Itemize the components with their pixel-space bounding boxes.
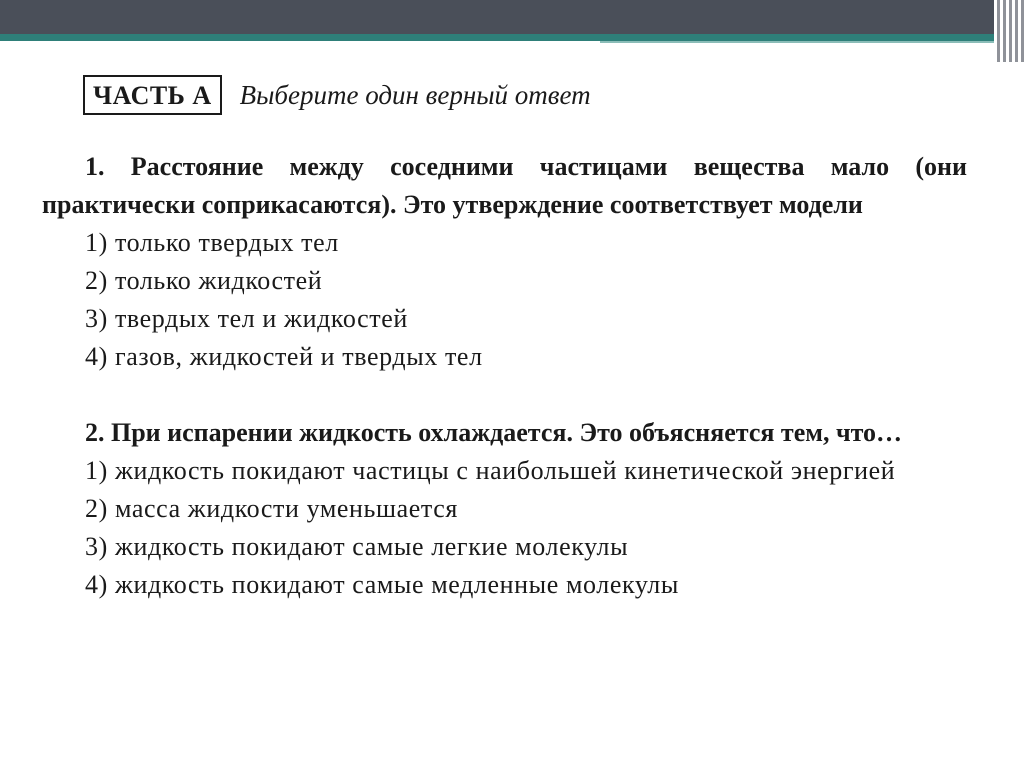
answer-option: 1) только твердых тел [85,228,339,257]
answer-option: 4) жидкость покидают самые медленные молекулы [85,570,679,599]
slide-header-accent-line [0,34,1024,41]
slide-header-accent-line-light [600,41,1024,43]
answer-option: 1) жидкость покидают частицы с наибольшей кинетической энергией [85,456,896,485]
part-label: ЧАСТЬ А [83,75,222,115]
question-1 [42,148,967,376]
slide-content [42,72,967,604]
answer-option: 2) масса жидкости уменьшается [85,494,458,523]
answer-option: 3) твердых тел и жидкостей [85,304,408,333]
question-text: 1. Расстояние между соседними частицами вещества мало (они практически соприкасаются). Это утверждение соответствует модели [42,152,967,219]
question-2 [42,414,967,604]
answer-option: 3) жидкость покидают самые легкие молекулы [85,532,629,561]
answer-option: 4) газов, жидкостей и твердых тел [85,342,483,371]
slide-header-bar [0,0,1024,34]
slide-corner-stripes [994,0,1024,62]
part-header [83,72,967,118]
answer-option: 2) только жидкостей [85,266,323,295]
question-text: 2. При испарении жидкость охлаждается. Это объясняется тем, что… [85,418,903,447]
part-instruction: Выберите один верный ответ [239,80,591,110]
